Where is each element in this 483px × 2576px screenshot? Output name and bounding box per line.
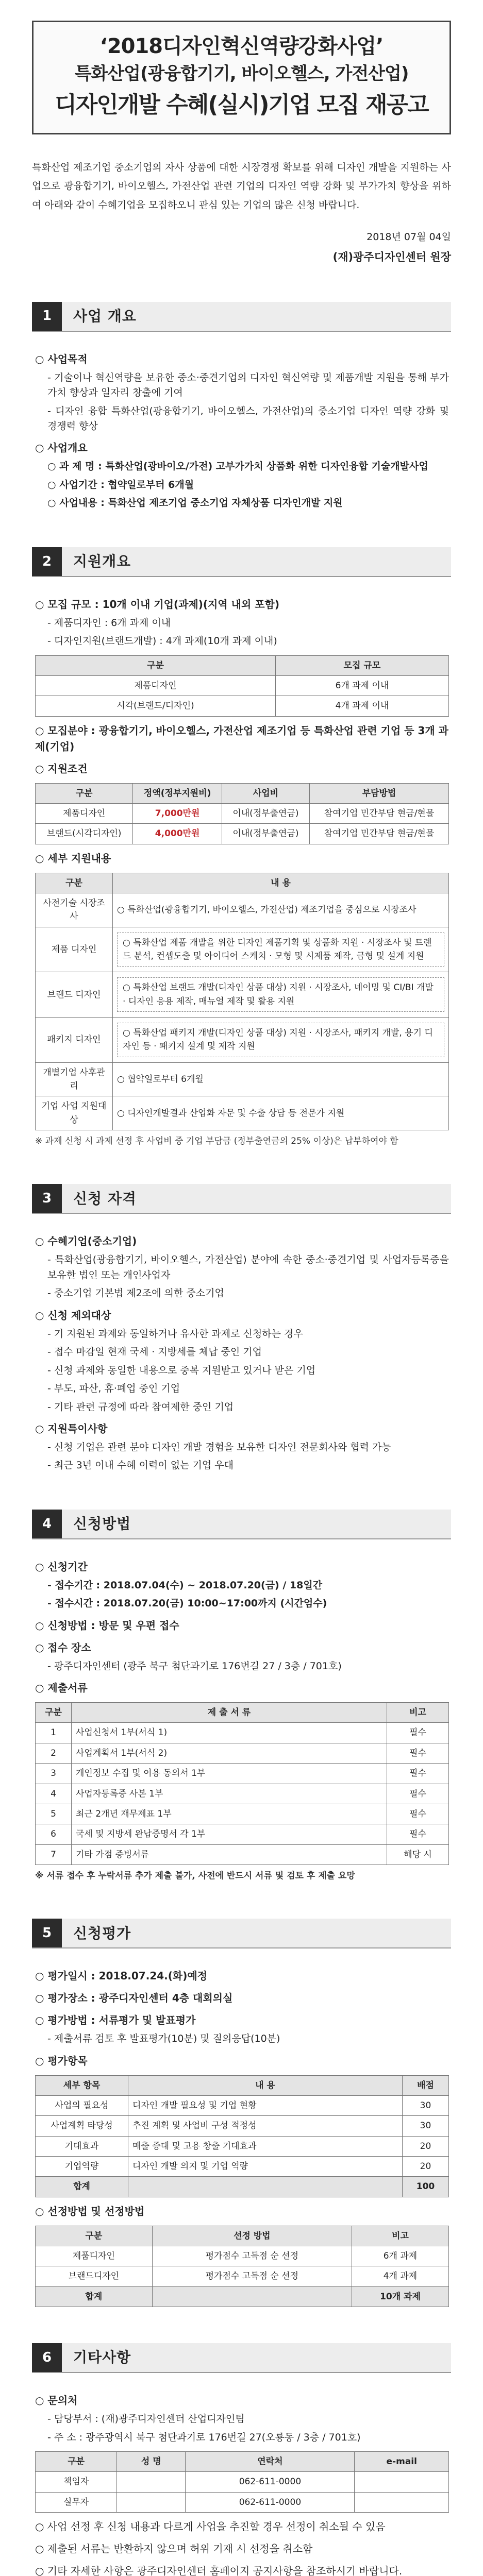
docs-note: ※ 서류 접수 후 누락서류 추가 제출 불가, 사전에 반드시 서류 및 검토 후 제출 요망 xyxy=(35,1870,355,1881)
selection-heading: ○ 선정방법 및 선정방법 xyxy=(35,2205,145,2217)
scale-table xyxy=(35,655,449,717)
table-header: 부담방법 xyxy=(309,783,448,803)
table-row xyxy=(36,2246,449,2266)
title-line-3: 디자인개발 수혜(실시)기업 모집 재공고 xyxy=(55,92,428,118)
table-cell: 사업자등록증 사본 1부 xyxy=(72,1784,387,1804)
detail-box: ○ 특화산업 패키지 개발(디자인 상품 대상) 지원 · 시장조사, 패키지 개발, 용기 디자인 등 · 패키지 설계 및 제작 지원 xyxy=(117,1023,444,1057)
announcement-date: 2018년 07월 04일 xyxy=(367,231,451,243)
section-title: 신청 자격 xyxy=(62,1184,451,1213)
section-header-6 xyxy=(32,2343,451,2373)
table-cell: 사업의 필요성 xyxy=(36,2096,128,2116)
detail-table xyxy=(35,873,449,1130)
table-row xyxy=(36,1723,449,1743)
table-cell: 4개 과제 xyxy=(352,2266,448,2286)
table-row xyxy=(36,675,449,696)
exclude-item: - 기타 관련 규정에 따라 참여제한 중인 기업 xyxy=(47,1401,234,1413)
table-cell: 필수 xyxy=(387,1824,449,1844)
table-header: 내 용 xyxy=(113,873,449,893)
table-row xyxy=(36,1764,449,1784)
table-cell: 브랜드(시각디자인) xyxy=(36,824,133,844)
table-cell: 실무자 xyxy=(36,2492,117,2512)
title-line-1: ‘2018디자인혁신역량강화사업’ xyxy=(99,35,384,58)
table-header: 비고 xyxy=(387,1703,449,1723)
table-cell: 기타 가점 증빙서류 xyxy=(72,1844,387,1865)
table-row xyxy=(36,2492,449,2512)
table-cell: 4 xyxy=(36,1784,72,1804)
table-row xyxy=(36,2286,449,2307)
table-cell: 매출 증대 및 고용 창출 기대효과 xyxy=(128,2136,403,2156)
table-row xyxy=(36,696,449,716)
table-cell xyxy=(113,972,449,1018)
table-header: 비고 xyxy=(352,2226,448,2246)
summary-item: ○ 사업기간 : 협약일로부터 6개월 xyxy=(47,479,194,490)
docs-table xyxy=(35,1702,449,1865)
exclude-item: - 기 지원된 과제와 동일하거나 유사한 과제로 신청하는 경우 xyxy=(47,1328,303,1340)
table-row xyxy=(36,803,449,823)
selection-table xyxy=(35,2226,449,2307)
contact-item: - 담당부서 : (재)광주디자인센터 산업디자인팀 xyxy=(47,2413,245,2425)
criteria-table xyxy=(35,2075,449,2197)
detail-box: ○ 특화산업 제품 개발을 위한 디자인 제품기획 및 상품화 지원 · 시장조사 및 트렌드 분석, 컨셉도출 및 아이디어 스케치 · 모형 및 시제품 제작, 금형 및 설계 지원 xyxy=(117,933,444,967)
eval-place: ○ 평가장소 : 광주디자인센터 4층 대회의실 xyxy=(35,1992,233,2005)
budget-note: ※ 과제 신청 시 과제 선정 후 사업비 중 기업 부담금 (정부출연금의 25% 이상)은 납부하여야 함 xyxy=(35,1136,398,1147)
title-line-2: 특화산업(광융합기기, 바이오헬스, 가전산업) xyxy=(74,63,409,84)
method-heading: ○ 신청방법 : 방문 및 우편 접수 xyxy=(35,1619,179,1632)
table-cell: 필수 xyxy=(387,1743,449,1763)
table-cell: 기업역량 xyxy=(36,2157,128,2177)
table-cell: 브랜드디자인 xyxy=(36,2266,153,2286)
table-row xyxy=(36,2096,449,2116)
table-row xyxy=(36,1844,449,1865)
table-cell: ○ 협약일로부터 6개월 xyxy=(113,1062,449,1096)
target-heading: ○ 수혜기업(중소기업) xyxy=(35,1235,137,1248)
table-row xyxy=(36,1784,449,1804)
table-cell: 국세 및 지방세 완납증명서 각 1부 xyxy=(72,1824,387,1844)
table-cell: 100 xyxy=(403,2177,449,2197)
table-cell: ○ 특화산업(광융합기기, 바이오헬스, 가전산업) 제조기업을 중심으로 시장조사 xyxy=(113,893,449,927)
table-cell: 10개 과제 xyxy=(352,2286,448,2307)
section-number: 4 xyxy=(32,1510,62,1538)
table-row xyxy=(36,972,449,1018)
table-header: 내 용 xyxy=(128,2075,403,2095)
table-cell: 4개 과제 이내 xyxy=(275,696,448,716)
table-cell: 062-611-0000 xyxy=(186,2472,355,2492)
table-cell: 5 xyxy=(36,1804,72,1824)
table-cell: 062-611-0000 xyxy=(186,2492,355,2512)
table-row xyxy=(36,2116,449,2136)
exclude-item: - 접수 마감일 현재 국세 · 지방세를 체납 중인 기업 xyxy=(47,1346,262,1358)
table-row xyxy=(36,2157,449,2177)
table-cell: 3 xyxy=(36,1764,72,1784)
table-header: 구분 xyxy=(36,2226,153,2246)
table-cell: 7 xyxy=(36,1844,72,1865)
section-header-4 xyxy=(32,1510,451,1539)
table-cell: ○ 디자인개발결과 산업화 자문 및 수출 상담 등 전문가 지원 xyxy=(113,1096,449,1130)
section-number: 6 xyxy=(32,2343,62,2372)
table-cell xyxy=(117,2492,186,2512)
table-cell: 사업신청서 1부(서식 1) xyxy=(72,1723,387,1743)
table-header: 성 명 xyxy=(117,2451,186,2471)
table-cell: 해당 시 xyxy=(387,1844,449,1865)
support-heading: ○ 지원특이사항 xyxy=(35,1422,108,1435)
table-cell: 필수 xyxy=(387,1723,449,1743)
table-cell xyxy=(355,2472,449,2492)
table-cell: 합계 xyxy=(36,2286,153,2307)
section-number: 5 xyxy=(32,1919,62,1947)
table-header: 구분 xyxy=(36,783,133,803)
other-item: ○ 사업 선정 후 신청 내용과 다르게 사업을 추진할 경우 선정이 취소될 수 있음 xyxy=(35,2520,386,2533)
table-cell: 사업계획서 1부(서식 2) xyxy=(72,1743,387,1763)
section-header-5 xyxy=(32,1919,451,1948)
scale-heading: ○ 모집 규모 : 10개 이내 기업(과제)(지역 내외 포함) xyxy=(35,598,279,611)
table-cell: 합계 xyxy=(36,2177,128,2197)
table-cell: 제품디자인 xyxy=(36,803,133,823)
eval-method-item: - 제출서류 검토 후 발표평가(10분) 및 질의응답(10분) xyxy=(47,2033,280,2045)
table-cell: 필수 xyxy=(387,1764,449,1784)
budget-table xyxy=(35,783,449,844)
table-row xyxy=(36,1096,449,1130)
scale-item: - 디자인지원(브랜드개발) : 4개 과제(10개 과제 이내) xyxy=(47,635,277,647)
table-row xyxy=(36,2472,449,2492)
place-item: - 광주디자인센터 (광주 북구 첨단과기로 176번길 27 / 3층 / 701호) xyxy=(47,1660,342,1672)
table-cell: 패키지 디자인 xyxy=(36,1018,113,1063)
table-cell: 이내(정부출연금) xyxy=(222,803,309,823)
section-title: 지원개요 xyxy=(62,547,451,576)
criteria-heading: ○ 평가항목 xyxy=(35,2054,88,2067)
exclude-item: - 신청 과제와 동일한 내용으로 중복 지원받고 있거나 받은 기업 xyxy=(47,1364,316,1376)
table-cell xyxy=(117,2472,186,2492)
table-header: 제 출 서 류 xyxy=(72,1703,387,1723)
table-cell: 제품디자인 xyxy=(36,2246,153,2266)
table-cell: 평가점수 고득점 순 선정 xyxy=(152,2266,352,2286)
table-row xyxy=(36,1804,449,1824)
table-cell: 6개 과제 이내 xyxy=(275,675,448,696)
section-header-1 xyxy=(32,302,451,332)
table-row xyxy=(36,893,449,927)
period-item: - 접수기간 : 2018.07.04(수) ~ 2018.07.20(금) / 18일간 xyxy=(47,1579,323,1591)
budget-heading: ○ 지원조건 xyxy=(35,762,88,775)
table-cell: 제품 디자인 xyxy=(36,927,113,972)
summary-item: ○ 사업내용 : 특화산업 제조기업 중소기업 자체상품 디자인개발 지원 xyxy=(47,497,343,509)
table-cell: 사업계획 타당성 xyxy=(36,2116,128,2136)
exclude-item: - 부도, 파산, 휴·폐업 중인 기업 xyxy=(47,1383,180,1395)
detail-box: ○ 특화산업 브랜드 개발(디자인 상품 대상) 지원 · 시장조사, 네이밍 및 CI/BI 개발 · 디자인 응용 제작, 매뉴얼 제작 및 활용 지원 xyxy=(117,977,444,1012)
table-cell: 30 xyxy=(403,2116,449,2136)
target-item: - 특화산업(광융합기기, 바이오헬스, 가전산업) 분야에 속한 중소·중견기업 및 사업자등록증을 보유한 법인 또는 개인사업자 xyxy=(47,1254,449,1281)
table-cell: 기대효과 xyxy=(36,2136,128,2156)
field-heading: ○ 모집분야 : 광융합기기, 바이오헬스, 가전산업 제조기업 등 특화산업 관련 기업 등 3개 과제(기업) xyxy=(35,724,448,753)
purpose-item: - 디자인 융합 특화산업(광융합기기, 바이오헬스, 가전산업)의 중소기업 디자인 역량 강화 및 경쟁력 향상 xyxy=(47,405,449,432)
table-cell xyxy=(113,1018,449,1063)
table-cell: 최근 2개년 재무제표 1부 xyxy=(72,1804,387,1824)
table-cell: 기업 사업 지원대상 xyxy=(36,1096,113,1130)
support-item: - 신청 기업은 관련 분야 디자인 개발 경험을 보유한 디자인 전문회사와 협력 가능 xyxy=(47,1441,391,1453)
table-cell: 디자인 개발 의지 및 기업 역량 xyxy=(128,2157,403,2177)
section-number: 1 xyxy=(32,302,62,331)
table-row xyxy=(36,2266,449,2286)
section-body-4 xyxy=(32,1539,451,1883)
table-header: 구분 xyxy=(36,873,113,893)
table-cell: 시각(브랜드/디자인) xyxy=(36,696,276,716)
table-cell: 책임자 xyxy=(36,2472,117,2492)
section-title: 사업 개요 xyxy=(62,302,451,331)
table-header: 배점 xyxy=(403,2075,449,2095)
table-row xyxy=(36,1743,449,1763)
table-header: 사업비 xyxy=(222,783,309,803)
table-cell: 필수 xyxy=(387,1784,449,1804)
table-cell: 1 xyxy=(36,1723,72,1743)
table-cell xyxy=(355,2492,449,2512)
docs-heading: ○ 제출서류 xyxy=(35,1682,88,1694)
table-cell: 참여기업 민간부담 현금/현물 xyxy=(309,803,448,823)
intro-paragraph: 특화산업 제조기업 중소기업의 자사 상품에 대한 시장경쟁 확보를 위해 디자인 개발을 지원하는 사업으로 광융합기기, 바이오헬스, 가전산업 관련 기업의 디자인 역량 강화 및 부가가치 향상을 위하여 아래와 같이 수혜기업을 모집하오니 관심 있는 기업의 많은 신청 바랍니다. xyxy=(32,162,451,211)
table-cell: 개인정보 수집 및 이용 동의서 1부 xyxy=(72,1764,387,1784)
table-cell: 2 xyxy=(36,1743,72,1763)
scale-item: - 제품디자인 : 6개 과제 이내 xyxy=(47,617,171,629)
contact-heading: ○ 문의처 xyxy=(35,2394,78,2407)
table-cell xyxy=(152,2286,352,2307)
table-cell: 30 xyxy=(403,2096,449,2116)
issuing-organization: (재)광주디자인센터 원장 xyxy=(332,251,451,264)
support-item: - 최근 3년 이내 수혜 이력이 없는 기업 우대 xyxy=(47,1460,234,1471)
exclude-heading: ○ 신청 제외대상 xyxy=(35,1309,111,1321)
table-cell: 4,000만원 xyxy=(133,824,222,844)
table-cell: 6개 과제 xyxy=(352,2246,448,2266)
eval-date: ○ 평가일시 : 2018.07.24.(화)예정 xyxy=(35,1970,207,1982)
contact-table xyxy=(35,2451,449,2513)
table-row xyxy=(36,1824,449,1844)
table-cell: 6 xyxy=(36,1824,72,1844)
section-title: 기타사항 xyxy=(62,2343,451,2372)
table-cell: 브랜드 디자인 xyxy=(36,972,113,1018)
table-row xyxy=(36,824,449,844)
table-cell: 개별기업 사후관리 xyxy=(36,1062,113,1096)
summary-heading: ○ 사업개요 xyxy=(35,442,88,454)
title-box xyxy=(32,21,451,134)
section-body-6 xyxy=(32,2373,451,2576)
section-body-3 xyxy=(32,1214,451,1473)
table-cell: 참여기업 민간부담 현금/현물 xyxy=(309,824,448,844)
section-body-5 xyxy=(32,1948,451,2307)
section-body-1 xyxy=(32,332,451,511)
table-cell: 평가점수 고득점 순 선정 xyxy=(152,2246,352,2266)
table-header: 연락처 xyxy=(186,2451,355,2471)
summary-item: ○ 과 제 명 : 특화산업(광바이오/가전) 고부가가치 상품화 위한 디자인융합 기술개발사업 xyxy=(47,461,428,472)
table-row xyxy=(36,1018,449,1063)
table-cell xyxy=(113,927,449,972)
section-number: 3 xyxy=(32,1184,62,1213)
table-header: 선정 방법 xyxy=(152,2226,352,2246)
table-cell: 이내(정부출연금) xyxy=(222,824,309,844)
table-row xyxy=(36,2136,449,2156)
period-heading: ○ 신청기간 xyxy=(35,1560,88,1573)
table-cell: 필수 xyxy=(387,1804,449,1824)
table-header: 구분 xyxy=(36,655,276,675)
section-title: 신청평가 xyxy=(62,1919,451,1947)
table-row xyxy=(36,2177,449,2197)
other-item: ○ 제출된 서류는 반환하지 않으며 허위 기재 시 선정을 취소함 xyxy=(35,2543,313,2555)
table-header: 정액(정부지원비) xyxy=(133,783,222,803)
section-header-3 xyxy=(32,1184,451,1214)
section-header-2 xyxy=(32,547,451,577)
table-cell: 추진 계획 및 사업비 구성 적정성 xyxy=(128,2116,403,2136)
table-header: 구분 xyxy=(36,1703,72,1723)
eval-method: ○ 평가방법 : 서류평가 및 발표평가 xyxy=(35,2014,196,2027)
purpose-item: - 기술이나 혁신역량을 보유한 중소·중견기업의 디자인 혁신역량 및 제품개발 지원을 통해 부가가치 향상과 일자리 창출에 기여 xyxy=(47,371,449,399)
table-cell xyxy=(128,2177,403,2197)
table-cell: 7,000만원 xyxy=(133,803,222,823)
table-header: 모집 규모 xyxy=(275,655,448,675)
table-cell: 사전기술 시장조사 xyxy=(36,893,113,927)
detail-heading: ○ 세부 지원내용 xyxy=(35,852,111,865)
other-item: ○ 기타 자세한 사항은 광주디자인센터 홈페이지 공지사항을 참조하시기 바랍니다. xyxy=(35,2565,403,2576)
table-header: 구분 xyxy=(36,2451,117,2471)
table-cell: 20 xyxy=(403,2136,449,2156)
contact-item: - 주 소 : 광주광역시 북구 첨단과기로 176번길 27(오룡동 / 3층 / 701호) xyxy=(47,2431,361,2443)
table-header: 세부 항목 xyxy=(36,2075,128,2095)
table-cell: 디자인 개발 필요성 및 기업 현황 xyxy=(128,2096,403,2116)
table-cell: 20 xyxy=(403,2157,449,2177)
period-item: - 접수시간 : 2018.07.20(금) 10:00~17:00까지 (시간엄수) xyxy=(47,1598,327,1609)
section-body-2 xyxy=(32,577,451,1148)
table-cell: 제품디자인 xyxy=(36,675,276,696)
target-item: - 중소기업 기본법 제2조에 의한 중소기업 xyxy=(47,1287,224,1299)
section-title: 신청방법 xyxy=(62,1510,451,1538)
table-row xyxy=(36,927,449,972)
table-header: e-mail xyxy=(355,2451,449,2471)
section-number: 2 xyxy=(32,547,62,576)
purpose-heading: ○ 사업목적 xyxy=(35,352,88,365)
table-row xyxy=(36,1062,449,1096)
place-heading: ○ 접수 장소 xyxy=(35,1641,91,1654)
